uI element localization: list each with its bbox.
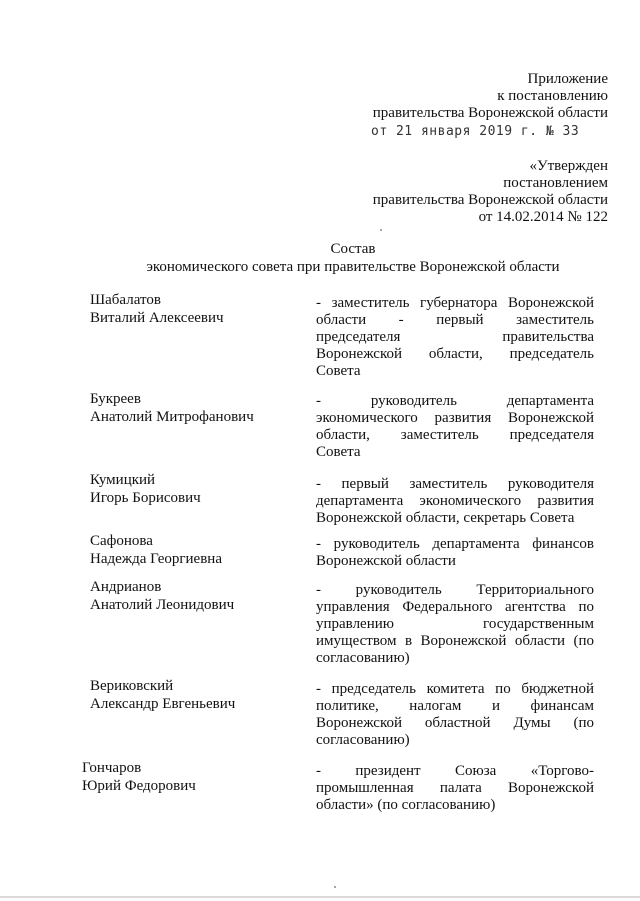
attachment-government: правительства Воронежской области (372, 105, 608, 121)
member-role (316, 681, 594, 749)
role-line: - руководитель Территориального (316, 582, 594, 598)
role-line: Воронежской областной Думы (по (316, 715, 594, 731)
role-line: Воронежской области (316, 553, 456, 569)
approved-by-resolution: постановлением (503, 175, 608, 191)
role-line: имуществом в Воронежской области (по (316, 633, 594, 649)
approved-label: «Утвержден (529, 158, 608, 174)
role-line: департамента экономического развития (316, 493, 594, 509)
member-surname: Гончаров (82, 760, 142, 776)
role-line: - заместитель губернатора Воронежской (316, 295, 594, 311)
member-given-names: Анатолий Митрофанович (90, 409, 254, 425)
role-line: управлению государственным (316, 616, 594, 632)
member-role (316, 582, 594, 667)
member-role (316, 295, 594, 380)
role-line: председателя правительства (316, 329, 594, 345)
role-line: политике, налогам и финансам (316, 698, 594, 714)
role-line: Совета (316, 444, 361, 460)
role-line: Воронежской области, секретарь Совета (316, 510, 575, 526)
role-line: - руководитель департамента (316, 393, 594, 409)
role-line: согласованию) (316, 650, 410, 666)
scan-speck (380, 229, 382, 231)
member-surname: Букреев (90, 391, 141, 407)
member-given-names: Анатолий Леонидович (90, 597, 235, 613)
attachment-date-stamp: от 21 января 2019 г. № 33 (371, 124, 580, 139)
member-role (316, 476, 594, 527)
attachment-to-resolution: к постановлению (497, 88, 608, 104)
role-line: области, заместитель председателя (316, 427, 594, 443)
approved-date: от 14.02.2014 № 122 (478, 209, 608, 225)
approved-government: правительства Воронежской области (372, 192, 608, 208)
document-title: Состав (330, 241, 376, 257)
member-given-names: Надежда Георгиевна (90, 551, 222, 567)
role-line: области» (по согласованию) (316, 797, 496, 813)
member-given-names: Александр Евгеньевич (90, 696, 236, 712)
member-surname: Сафонова (90, 533, 153, 549)
role-line: экономического развития Воронежской (316, 410, 594, 426)
role-line: - руководитель департамента финансов (316, 536, 594, 552)
member-given-names: Игорь Борисович (90, 490, 201, 506)
member-role (316, 393, 594, 461)
role-line: Воронежской области, председатель (316, 346, 594, 362)
role-line: промышленная палата Воронежской (316, 780, 594, 796)
role-line: области - первый заместитель (316, 312, 594, 328)
member-role (316, 536, 594, 570)
member-surname: Кумицкий (90, 472, 156, 488)
member-given-names: Юрий Федорович (82, 778, 196, 794)
role-line: - первый заместитель руководителя (316, 476, 594, 492)
role-line: согласованию) (316, 732, 410, 748)
role-line: - председатель комитета по бюджетной (316, 681, 594, 697)
role-line: - президент Союза «Торгово- (316, 763, 594, 779)
member-surname: Андрианов (90, 579, 162, 595)
member-surname: Вериковский (90, 678, 174, 694)
member-surname: Шабалатов (90, 292, 161, 308)
member-given-names: Виталий Алексеевич (90, 310, 224, 326)
attachment-label: Приложение (527, 71, 608, 87)
role-line: управления Федерального агентства по (316, 599, 594, 615)
document-subtitle: экономического совета при правительстве Воронежской области (146, 259, 560, 275)
scan-speck (334, 886, 336, 888)
role-line: Совета (316, 363, 361, 379)
member-role (316, 763, 594, 814)
page-bottom-edge (0, 896, 640, 898)
